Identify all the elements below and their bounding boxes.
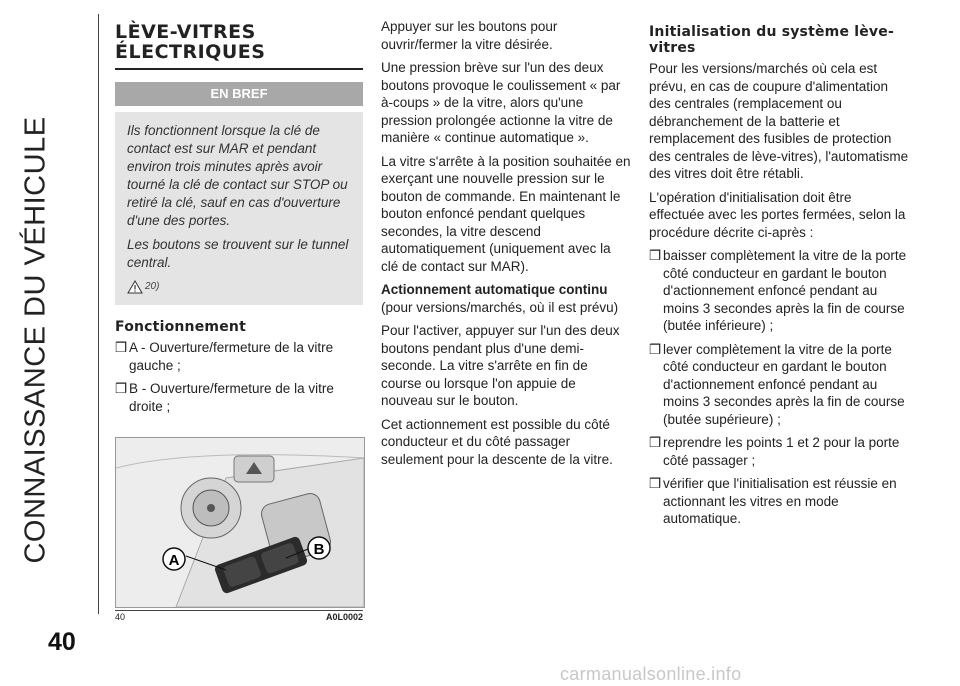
list-item-text: baisser complètement la vitre de la porte côté conducteur en gardant le bouton d'actionnement enfoncé pendant au moins 3 secondes après la fin de course (butée inférieure) ; bbox=[663, 248, 907, 333]
column-right bbox=[649, 18, 909, 534]
column-left bbox=[115, 18, 363, 421]
list-item-text: B - Ouverture/fermeture de la vitre droite ; bbox=[129, 381, 334, 414]
sidebar-chapter-title: CONNAISSANCE DU VÉHICULE bbox=[19, 116, 52, 564]
section-title-line1: LÈVE-VITRES bbox=[115, 21, 256, 43]
heading-initialisation: Initialisation du système lève-vitres bbox=[649, 24, 894, 56]
watermark: carmanualsonline.info bbox=[560, 664, 742, 684]
heading-fonctionnement: Fonctionnement bbox=[115, 319, 246, 335]
checkbox-bullet-icon: ❒ bbox=[649, 248, 662, 263]
callout-a-label: A bbox=[168, 552, 180, 569]
paragraph: La vitre s'arrête à la position souhaitée en exerçant une nouvelle pression sur le bouton de commande. En maintenant le bouton enfoncé pendant quelques secondes, la vitre descend automatiquement (uniquement avec la clé de contact sur MAR). bbox=[381, 153, 631, 274]
callout-b-label: B bbox=[313, 541, 325, 558]
section-title bbox=[115, 22, 363, 62]
checkbox-bullet-icon: ❒ bbox=[649, 341, 662, 357]
paragraph: L'opération d'initialisation doit être effectuée avec les portes fermées, selon la procédure décrite ci-après : bbox=[649, 189, 906, 240]
paragraph: Cet actionnement est possible du côté conducteur et du côté passager seulement pour la descente de la vitre. bbox=[381, 416, 613, 467]
column-middle bbox=[381, 18, 631, 474]
paragraph: Pour les versions/marchés où cela est prévu, en cas de coupure d'alimentation des centrales (remplacement ou débranchement de la batterie et remplacement des fusibles de protection des centrales de lève-vitres), l'automatisme des vitres doit être rétabli. bbox=[649, 61, 909, 181]
warning-icon bbox=[127, 280, 143, 294]
en-bref-banner: EN BREF bbox=[115, 82, 363, 106]
list-item-text: reprendre les points 1 et 2 pour la porte côté passager ; bbox=[663, 435, 900, 468]
brief-para-1: Ils fonctionnent lorsque la clé de contact est sur MAR et pendant environ trois minutes après avoir tourné la clé de contact sur STOP ou retiré la clé, sauf en cas d'ouverture d'une des portes. bbox=[127, 123, 348, 228]
window-switch-figure bbox=[115, 437, 365, 608]
list-item bbox=[115, 339, 363, 374]
figure-footer bbox=[115, 610, 363, 622]
warning-reference bbox=[127, 278, 351, 296]
paragraph-auto-continu bbox=[381, 281, 631, 316]
list-item bbox=[649, 434, 909, 469]
paragraph: Pour l'activer, appuyer sur l'un des deux boutons pendant plus d'une demi-seconde. La vitre s'arrête en fin de course ou lorsque l'on appuie de nouveau sur le bouton. bbox=[381, 323, 620, 408]
page-number: 40 bbox=[48, 628, 76, 656]
list-item-text: vérifier que l'initialisation est réussie en actionnant les vitres en mode automatique. bbox=[663, 476, 897, 526]
paragraph: Appuyer sur les boutons pour ouvrir/fermer la vitre désirée. bbox=[381, 19, 558, 52]
checkbox-bullet-icon: ❒ bbox=[649, 476, 662, 491]
brief-para-2: Les boutons se trouvent sur le tunnel central. bbox=[127, 237, 349, 270]
section-title-line2: ÉLECTRIQUES bbox=[115, 41, 266, 63]
auto-continu-note: (pour versions/marchés, où il est prévu) bbox=[381, 299, 619, 315]
sidebar-divider bbox=[98, 14, 99, 614]
list-item bbox=[649, 341, 909, 429]
subheading-auto-continu: Actionnement automatique continu bbox=[381, 282, 608, 297]
checkbox-bullet-icon: ❒ bbox=[649, 435, 662, 450]
checkbox-bullet-icon: ❒ bbox=[115, 381, 128, 396]
figure-code: A0L0002 bbox=[325, 612, 363, 622]
window-switch-illustration bbox=[116, 438, 364, 607]
section-rule bbox=[115, 68, 363, 70]
list-item bbox=[649, 475, 909, 528]
list-item-text: lever complètement la vitre de la porte côté conducteur en gardant le bouton d'actionnement enfoncé pendant au moins 3 secondes après la fin de course (butée supérieure) ; bbox=[663, 341, 905, 427]
paragraph: Une pression brève sur l'un des deux boutons provoque le coulissement « par à-coups » de la vitre, alors qu'une pression prolongée actionne la vitre de manière « continue automatique ». bbox=[381, 60, 621, 145]
brief-box bbox=[115, 112, 363, 305]
warning-ref-number: 20) bbox=[145, 281, 160, 292]
figure-page: 40 bbox=[115, 612, 126, 622]
checkbox-bullet-icon: ❒ bbox=[115, 340, 128, 355]
list-item bbox=[649, 247, 909, 335]
list-item bbox=[115, 380, 363, 415]
list-item-text: A - Ouverture/fermeture de la vitre gauche ; bbox=[129, 340, 334, 373]
